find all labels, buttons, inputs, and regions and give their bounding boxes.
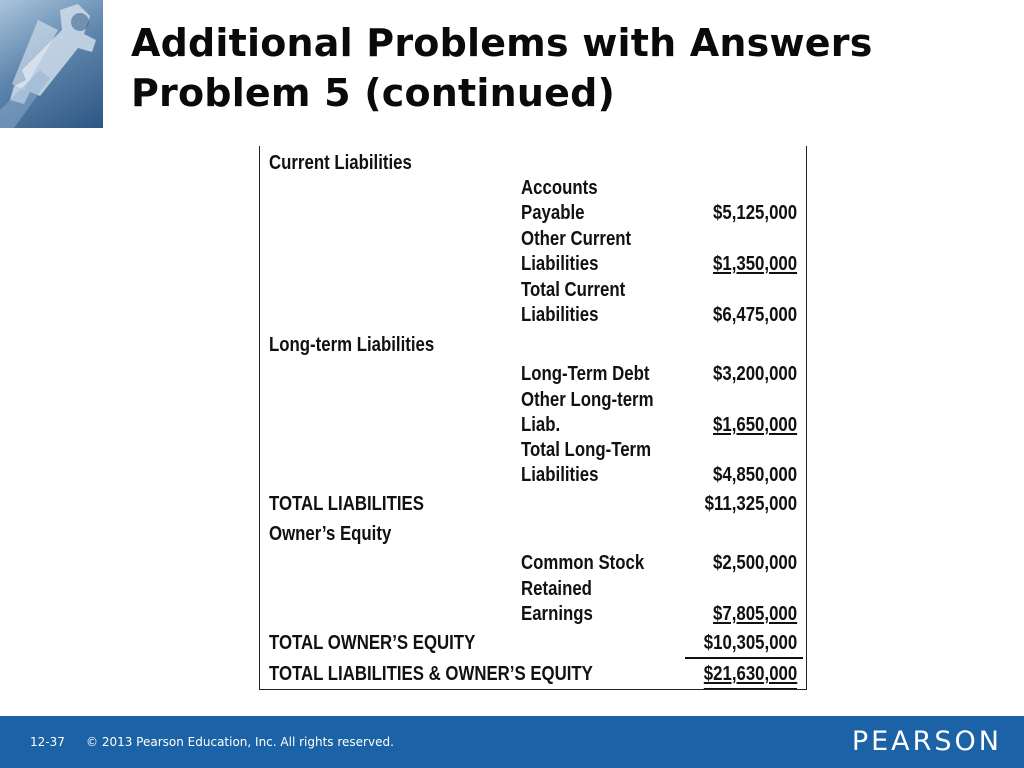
owners-equity-heading: Owner’s Equity [269,523,392,545]
grand-total-label: TOTAL LIABILITIES & OWNER’S EQUITY [269,663,593,685]
current-liabilities-heading: Current Liabilities [269,152,412,174]
footer-bar [0,716,1024,768]
copyright-text: © 2013 Pearson Education, Inc. All rights reserved. [86,735,394,749]
other-long-term-amount: $1,650,000 [712,414,797,436]
retained-earnings-label-1: Retained [521,578,592,600]
total-liabilities-label: TOTAL LIABILITIES [269,493,424,515]
title-line-2: Problem 5 (continued) [131,71,616,115]
balance-sheet-table [259,146,807,690]
common-stock-label: Common Stock [521,552,645,574]
page-title [131,18,1011,118]
total-owners-equity-label: TOTAL OWNER’S EQUITY [269,632,476,654]
title-line-1: Additional Problems with Answers [131,21,873,65]
total-long-term-label-2: Liabilities [521,464,599,486]
grand-total-amount: $21,630,000 [704,662,797,689]
other-current-amount: $1,350,000 [712,253,797,275]
total-current-label-1: Total Current [521,279,626,301]
total-long-term-amount: $4,850,000 [712,464,797,486]
accounts-payable-label-2: Payable [521,202,585,224]
long-term-liabilities-heading: Long-term Liabilities [269,334,435,356]
pearson-logo: PEARSON [851,726,1002,757]
common-stock-amount: $2,500,000 [712,552,797,574]
total-current-label-2: Liabilities [521,304,599,326]
total-owners-equity-amount: $10,305,000 [703,632,797,654]
accounts-payable-label-1: Accounts [521,177,598,199]
retained-earnings-amount: $7,805,000 [712,603,797,625]
wrench-icon [0,0,103,128]
other-long-term-label-2: Liab. [521,414,561,436]
retained-earnings-label-2: Earnings [521,603,593,625]
other-current-label-2: Liabilities [521,253,599,275]
total-liabilities-amount: $11,325,000 [704,493,797,515]
other-current-label-1: Other Current [521,228,632,250]
other-long-term-label-1: Other Long-term [521,389,654,411]
long-term-debt-amount: $3,200,000 [712,363,797,385]
total-rule [685,657,803,659]
long-term-debt-label: Long-Term Debt [521,363,650,385]
total-current-amount: $6,475,000 [712,304,797,326]
total-long-term-label-1: Total Long-Term [521,439,652,461]
wrench-logo [0,0,103,128]
slide-number: 12-37 [30,735,65,749]
accounts-payable-amount: $5,125,000 [712,202,797,224]
